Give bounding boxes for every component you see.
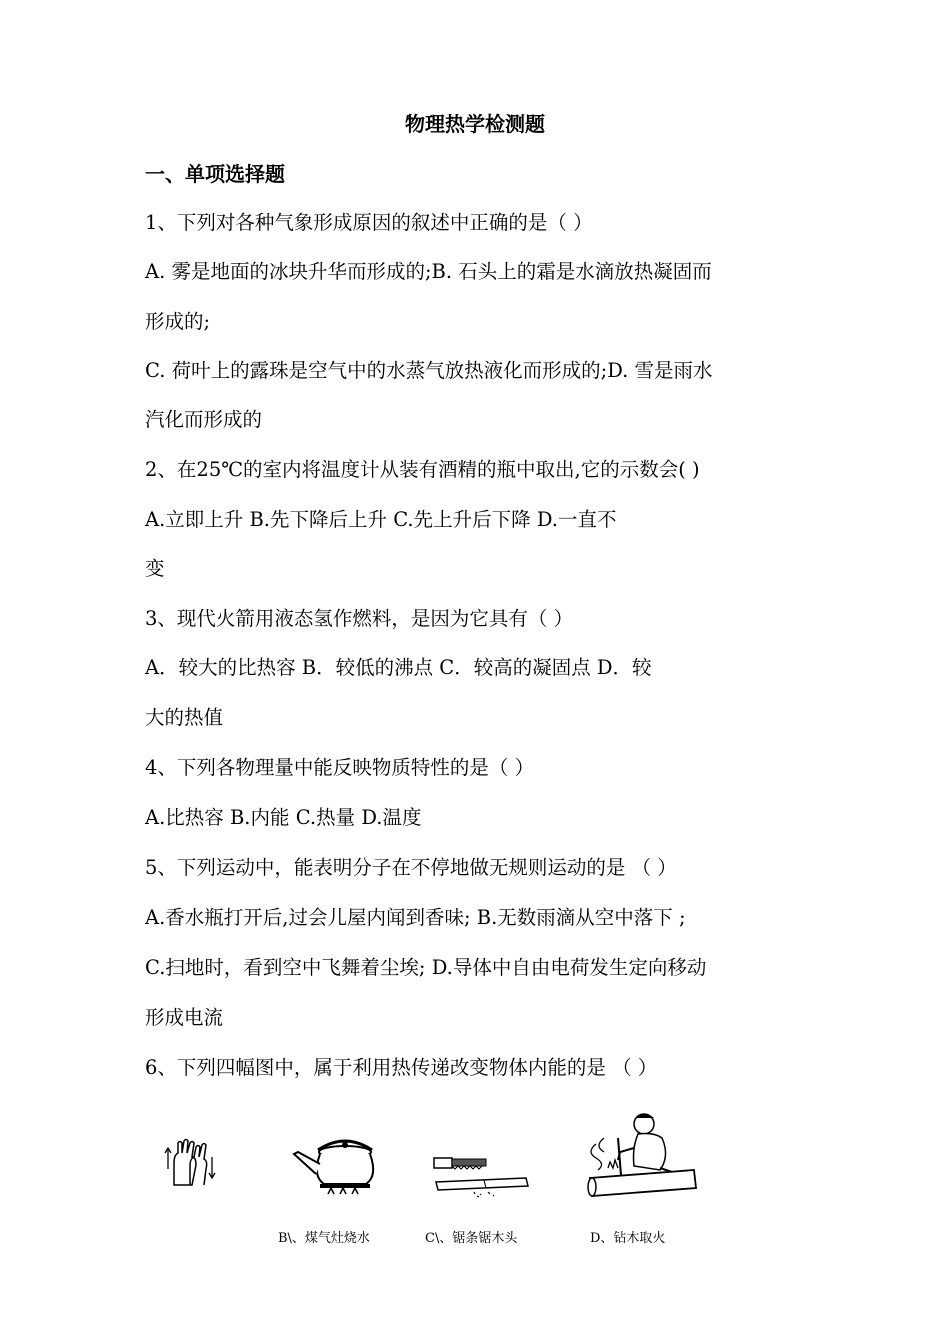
page-title: 物理热学检测题 (405, 112, 545, 136)
question-2: 2、在25℃的室内将温度计从装有酒精的瓶中取出,它的示数会( ) (145, 458, 700, 481)
question-3-options-cont: 大的热值 (145, 706, 224, 729)
figure-caption-b: B\、煤气灶烧水 (278, 1231, 370, 1246)
question-1: 1、下列对各种气象形成原因的叙述中正确的是（ ） (145, 211, 593, 234)
question-1-options-2: C. 荷叶上的露珠是空气中的水蒸气放热液化而形成的;D. 雪是雨水 (145, 359, 713, 382)
question-4: 4、下列各物理量中能反映物质特性的是（ ） (145, 756, 535, 779)
saw-cutting-wood-icon (430, 1150, 530, 1200)
question-3-options: A．较大的比热容 B．较低的沸点 C．较高的凝固点 D．较 (145, 656, 652, 679)
question-3: 3、现代火箭用液态氢作燃料，是因为它具有（ ） (145, 607, 574, 630)
drilling-wood-fire-icon (582, 1108, 702, 1203)
hands-rubbing-icon (160, 1135, 220, 1190)
question-1-options-2-cont: 汽化而形成的 (145, 408, 263, 431)
question-6: 6、下列四幅图中，属于利用热传递改变物体内能的是 （ ） (145, 1056, 658, 1079)
question-2-options-cont: 变 (145, 557, 165, 580)
kettle-on-stove-icon (290, 1128, 400, 1198)
question-5-options-2: C.扫地时，看到空中飞舞着尘埃; D.导体中自由电荷发生定向移动 (145, 956, 707, 979)
section-heading: 一、单项选择题 (145, 162, 285, 186)
question-1-options: A. 雾是地面的冰块升华而形成的;B. 石头上的霜是水滴放热凝固而 (145, 260, 712, 283)
figure-caption-d: D、钻木取火 (590, 1231, 666, 1246)
question-2-options: A.立即上升 B.先下降后上升 C.先上升后下降 D.一直不 (145, 508, 617, 531)
question-5-options: A.香水瓶打开后,过会儿屋内闻到香味; B.无数雨滴从空中落下 ; (145, 906, 686, 929)
question-5-options-2-cont: 形成电流 (145, 1006, 224, 1029)
question-1-options-cont: 形成的; (145, 310, 211, 333)
question-4-options: A.比热容 B.内能 C.热量 D.温度 (145, 806, 422, 829)
question-5: 5、下列运动中，能表明分子在不停地做无规则运动的是 （ ） (145, 856, 677, 879)
figure-caption-c: C\、锯条锯木头 (425, 1231, 518, 1246)
